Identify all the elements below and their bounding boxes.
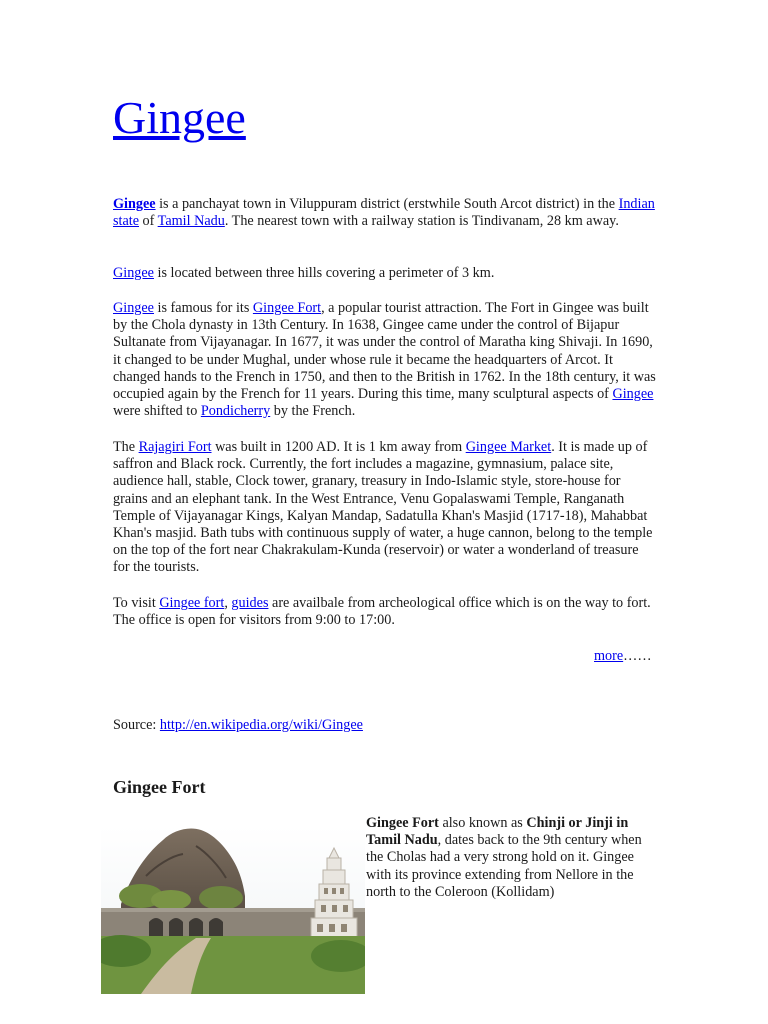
- guides-link[interactable]: guides: [231, 595, 269, 611]
- fort-heading: Gingee Fort: [113, 777, 206, 797]
- source-line: [113, 717, 363, 734]
- tamil-nadu-link[interactable]: Tamil Nadu: [157, 213, 225, 230]
- gingee-link[interactable]: Gingee: [612, 386, 654, 403]
- more-container: [594, 648, 652, 665]
- title-link[interactable]: Gingee: [113, 92, 246, 143]
- text: were shifted to: [113, 403, 201, 420]
- location-paragraph: [113, 265, 658, 282]
- text: . It is made up of saffron and Black rock. Currently, the fort includes a magazine, gymnasium, palace site, audience hall, stable, Clock tower, granary, treasury in Indo-Islamic style, store-house for grains and an elephant tank. In the West Entrance, Venu Gopalaswami Temple, Ranganath Temple of Vijayanagar Kings, Kalyan Mandap, Sadatulla Khan's Masjid (1717-18), Mahabbat Khan's masjid. Bath tubs with continuous supply of water, a huge cannon, belong to the temple on the top of the fort near Chakrakulam-Kunda (reservoir) or water a wonderland of treasure for the tourists.: [113, 439, 653, 576]
- text: is famous for its: [153, 300, 253, 316]
- rajagiri-paragraph: [113, 439, 658, 577]
- gingee-fort-link[interactable]: Gingee fort: [159, 595, 225, 611]
- indian-link[interactable]: Indian: [618, 196, 655, 212]
- text: was built in 1200 AD. It is 1 km away from: [211, 439, 466, 455]
- text: ,: [224, 595, 232, 611]
- text: . The nearest town with a railway station is Tindivanam, 28 km away.: [224, 213, 619, 230]
- gingee-link[interactable]: Gingee: [113, 300, 154, 316]
- more-dots: ……: [623, 648, 652, 664]
- state-link[interactable]: state: [113, 213, 139, 230]
- gingee-market-link[interactable]: Gingee Market: [465, 439, 552, 455]
- more-link[interactable]: more: [594, 648, 624, 664]
- text: by the French.: [270, 403, 356, 420]
- bold-text: Gingee Fort: [366, 815, 439, 831]
- text: of: [139, 213, 158, 230]
- history-paragraph: [113, 300, 658, 420]
- text: The: [113, 439, 139, 455]
- gingee-link[interactable]: Gingee: [113, 265, 154, 281]
- text: , dates back to the 9th century when the Cholas had a very strong hold on it. Gingee with its province extending from Nellore in the north to the Coleroon (Kollidam): [366, 832, 642, 900]
- fort-photo: [101, 826, 365, 994]
- visit-paragraph: [113, 595, 658, 629]
- pondicherry-link[interactable]: Pondicherry: [200, 403, 271, 420]
- fort-paragraph: [366, 815, 658, 901]
- text: is a panchayat town in Viluppuram district (erstwhile South Arcot district) in the: [155, 196, 619, 212]
- text: are availbale from archeological office which is on the way to fort. The office is open for visitors from 9:00 to 17:00.: [113, 595, 651, 629]
- source-link[interactable]: http://en.wikipedia.org/wiki/Gingee: [159, 717, 363, 733]
- page-title[interactable]: [113, 92, 246, 144]
- text: To visit: [113, 595, 160, 611]
- gingee-link[interactable]: [113, 196, 156, 212]
- source-label: Source:: [113, 717, 160, 733]
- rajagiri-fort-link[interactable]: Rajagiri Fort: [138, 439, 212, 455]
- gingee-link-text: Gingee: [113, 196, 156, 212]
- text: also known as: [438, 815, 527, 831]
- text: , a popular tourist attraction. The Fort in Gingee was built by the Chola dynasty in 13th Century. In 1638, Gingee came under the control of Bijapur Sultanate from Vijayanagar. In 1677, it was under the control of Maratha king Shivaji. In 1690, it changed to be under Mughal, under whose rule it became the headquarters of Arcot. It changed hands to the French in 1750, and then to the British in 1762. In the 18th century, it was occupied again by the French for 11 years. During this time, many sculptural aspects of: [113, 300, 656, 403]
- text: is located between three hills covering a perimeter of 3 km.: [153, 265, 495, 281]
- intro-paragraph: [113, 196, 658, 230]
- gingee-fort-link[interactable]: Gingee Fort: [252, 300, 322, 316]
- bold-text: Chinji or Jinji in Tamil Nadu: [366, 815, 629, 849]
